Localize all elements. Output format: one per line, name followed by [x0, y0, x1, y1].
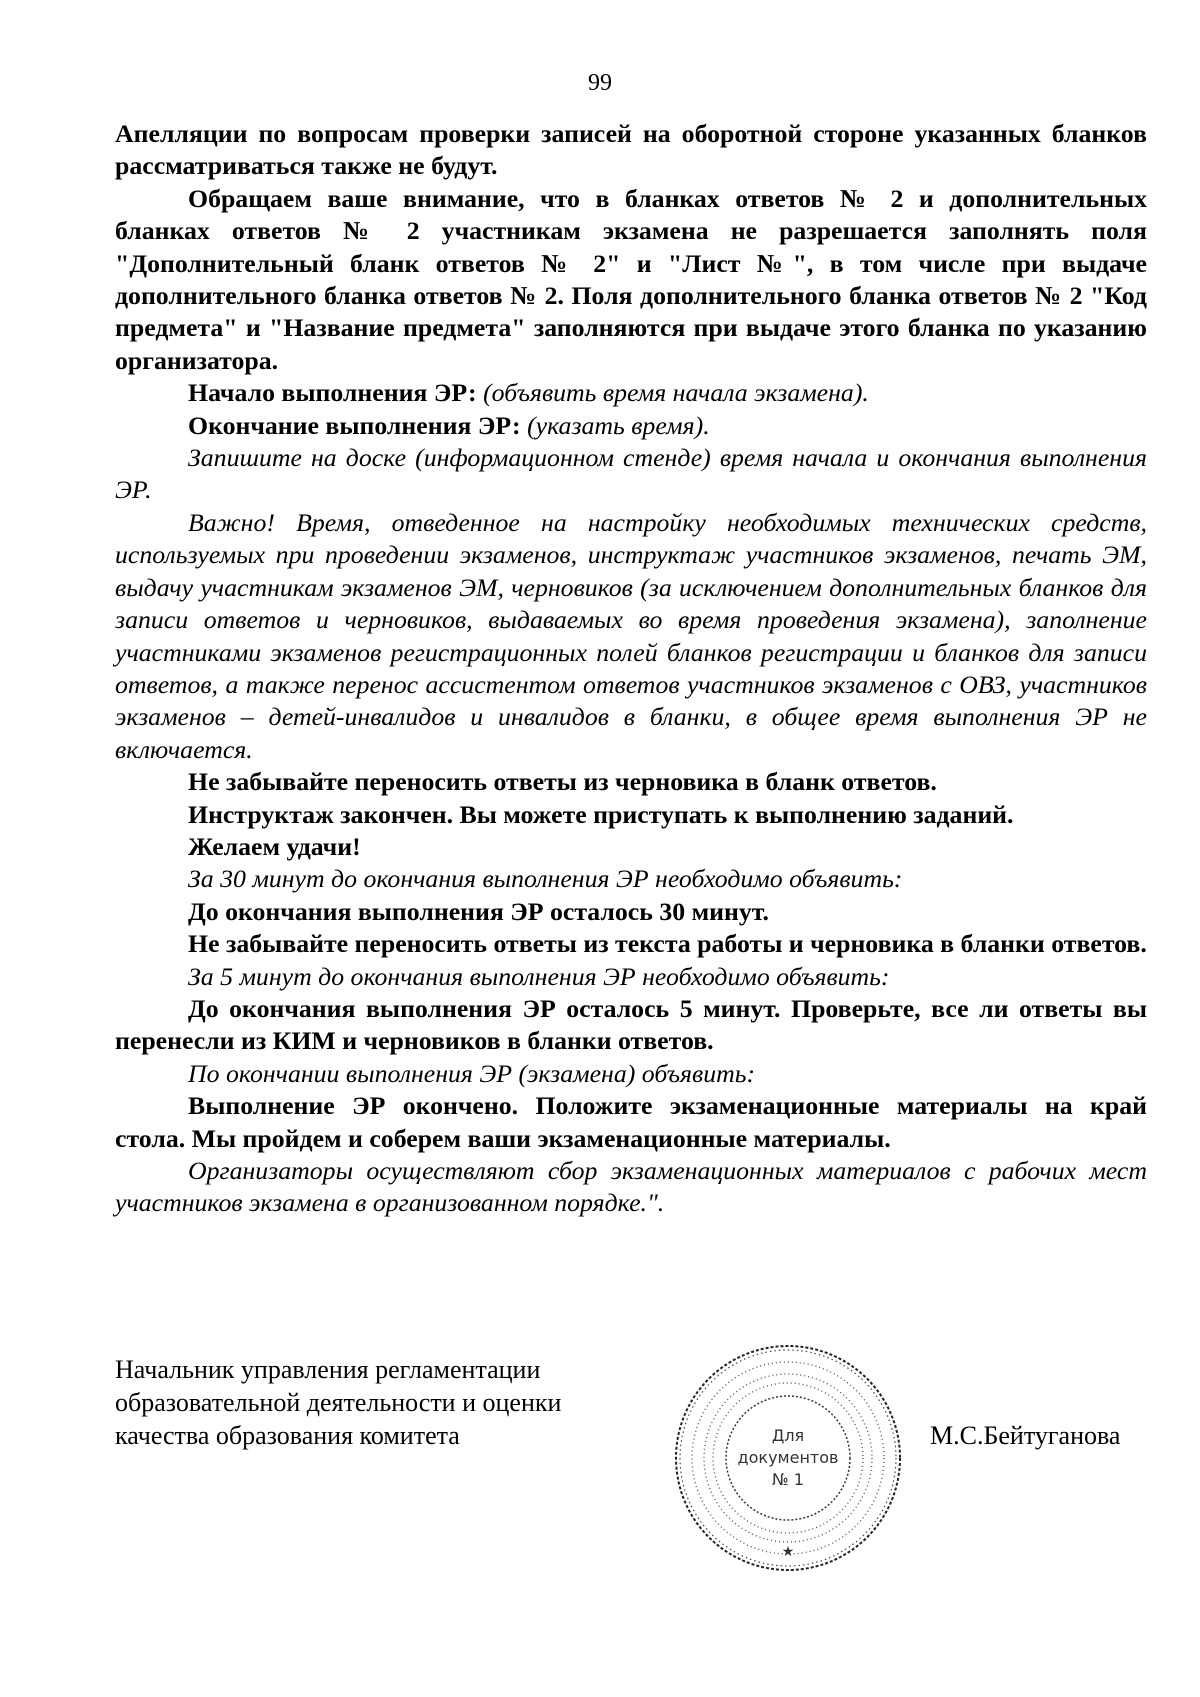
paragraph-transfer-reminder: Не забывайте переносить ответы из текста работы и черновика в бланки ответов. — [188, 929, 1147, 959]
paragraph-exam-over: Выполнение ЭР окончено. Положите экзаменационные материалы на край стола. Мы пройдем и соберем ваши экзаменационные материалы. — [115, 1091, 1147, 1153]
paragraph-briefing-over: Инструктаж закончен. Вы можете приступать к выполнению заданий. — [188, 799, 1014, 829]
document-body — [115, 118, 1147, 1220]
paragraph-5-min-left: До окончания выполнения ЭР осталось 5 минут. Проверьте, все ли ответы вы перенесли из КИМ и черновиков в бланки ответов. — [115, 993, 1147, 1056]
position-line: качества образования комитета — [115, 1421, 460, 1450]
paragraph-30-min-note: За 30 минут до окончания выполнения ЭР необходимо объявить: — [188, 864, 903, 894]
paragraph-end-note: По окончании выполнения ЭР (экзамена) объявить: — [188, 1058, 756, 1088]
paragraph-appeals: Апелляции по вопросам проверки записей на оборотной стороне указанных бланков рассматриваться также не будут. — [115, 119, 1147, 181]
paragraph-good-luck: Желаем удачи! — [188, 831, 361, 861]
paragraph-30-min-left: До окончания выполнения ЭР осталось 30 минут. — [188, 896, 769, 926]
signatory-position — [115, 1353, 635, 1452]
page-number: 99 — [588, 70, 612, 96]
paragraph-write-on-board: Запишите на доске (информационном стенде) время начала и окончания выполнения ЭР. — [115, 443, 1147, 505]
position-line: Начальник управления регламентации — [115, 1355, 541, 1384]
paragraph-important: Важно! Время, отведенное на настройку необходимых технических средств, используемых при проведении экзаменов, инструктаж участников экзаменов, печать ЭМ, выдачу участникам экзаменов ЭМ, черновиков (за исключением дополнительных бланков для записи ответов и черновиков, выдаваемых во время проведения экзамена), заполнение участниками экзаменов регистрационных полей бланков регистрации и бланков для записи ответов, а также перенос ассистентом ответов участников экзаменов с ОВЗ, участников экзаменов – детей-инвалидов и инвалидов в бланки, в общее время выполнения ЭР не включается. — [115, 507, 1147, 764]
paragraph-end-time — [115, 410, 1147, 442]
paragraph-collection: Организаторы осуществляют сбор экзаменационных материалов с рабочих мест участников экзамена в организованном порядке.". — [115, 1156, 1147, 1218]
stamp-line-1: Для — [771, 1426, 805, 1445]
star-icon: ★ — [781, 1545, 795, 1560]
stamp-line-3: № 1 — [772, 1470, 804, 1489]
start-time-note: (объявить время начала экзамена). — [483, 378, 869, 408]
signatory-name: М.С.Бейтуганова — [930, 1421, 1121, 1450]
official-stamp — [672, 1342, 904, 1574]
paragraph-5-min-note: За 5 минут до окончания выполнения ЭР необходимо объявить: — [188, 961, 890, 991]
start-time-label: Начало выполнения ЭР: — [188, 378, 484, 408]
stamp-line-2: документов — [737, 1448, 839, 1467]
paragraph-attention: Обращаем ваше внимание, что в бланках ответов № 2 и дополнительных бланках ответов № 2 участникам экзамена не разрешается заполнять поля "Дополнительный бланк ответов № 2" и "Лист №", в том числе при выдаче дополнительного бланка ответов № 2. Поля дополнительного бланка ответов № 2 "Код предмета" и "Название предмета" заполняются при выдаче этого бланка по указанию организатора. — [115, 183, 1147, 375]
paragraph-start-time — [115, 377, 1147, 409]
position-line: образовательной деятельности и оценки — [115, 1388, 562, 1417]
end-time-note: (указать время). — [527, 410, 710, 440]
paragraph-transfer-answers: Не забывайте переносить ответы из черновика в бланк ответов. — [188, 767, 937, 797]
end-time-label: Окончание выполнения ЭР: — [188, 410, 528, 440]
